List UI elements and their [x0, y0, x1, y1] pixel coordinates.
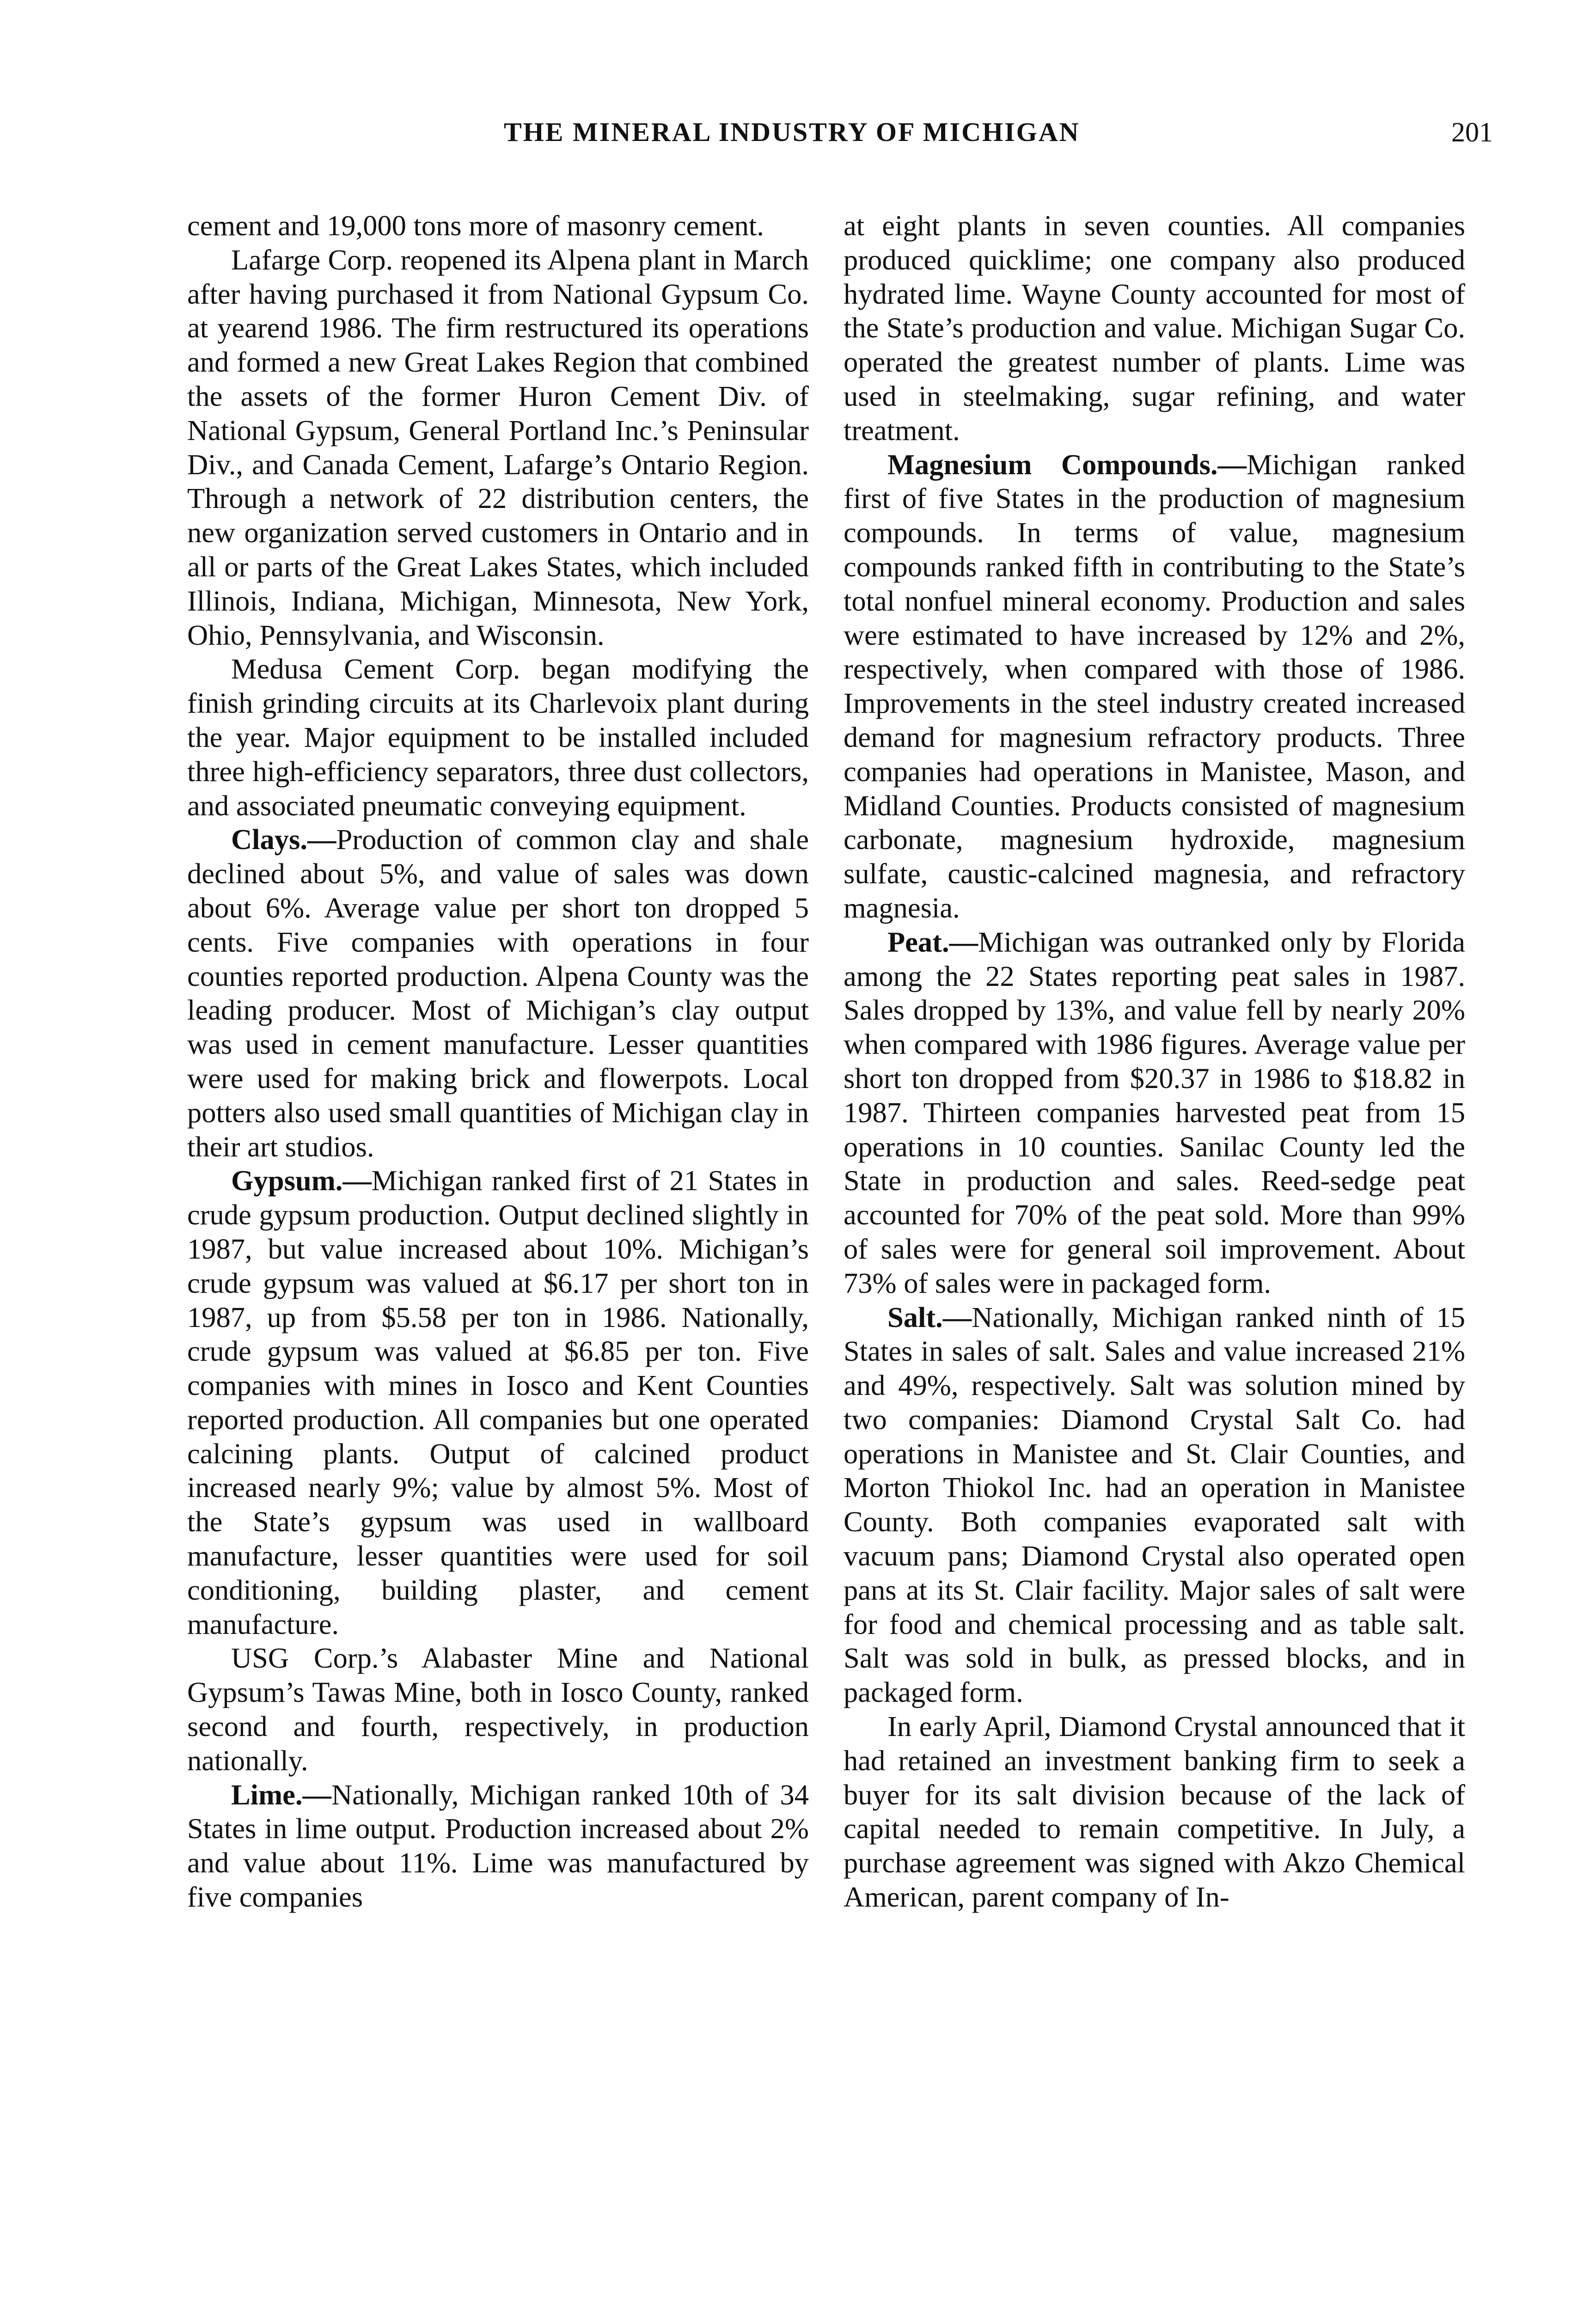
section-head-lime: Lime.—: [231, 1778, 331, 1811]
page-number: 201: [1451, 117, 1493, 147]
section-text-peat: Michigan was outranked only by Florida among the 22 States reporting peat sales in 1987. Sales dropped by 13%, and value fell by nearly 20% when compared with 1986 figures. Average value per short ton dropped from $20.37 in 1986 to $18.82 in 1987. Thirteen companies harvested peat from 15 operations in 10 counties. Sanilac County led the State in production and sales. Reed-sedge peat accounted for 70% of the peat sold. More than 99% of sales were for general soil improvement. About 73% of sales were in packaged form.: [844, 925, 1465, 1299]
section-head-salt: Salt.—: [887, 1301, 972, 1333]
paragraph-peat: [844, 925, 1465, 1301]
paragraph-gypsum: [187, 1164, 809, 1641]
running-header: [185, 116, 1525, 153]
left-column: [187, 209, 809, 1914]
paragraph-diamond-crystal: In early April, Diamond Crystal announced that it had retained an investment banking firm to seek a buyer for its salt division because of the lack of capital needed to remain competitive. In July, a purchase agreement was signed with Akzo Chemical American, parent company of In-: [844, 1710, 1465, 1914]
section-text-gypsum: Michigan ranked first of 21 States in crude gypsum production. Output declined slightly in 1987, but value increased about 10%. Michigan’s crude gypsum was valued at $6.17 per short ton in 1987, up from $5.58 per ton in 1986. Nationally, crude gypsum was valued at $6.85 per ton. Five companies with mines in Iosco and Kent Counties reported production. All companies but one operated calcining plants. Output of calcined product increased nearly 9%; value by almost 5%. Most of the State’s gypsum was used in wallboard manufacture, lesser quantities were used for soil conditioning, building plaster, and cement manufacture.: [187, 1164, 809, 1640]
paragraph-cement-continued: cement and 19,000 tons more of masonry cement.: [187, 209, 764, 242]
section-head-clays: Clays.—: [231, 823, 336, 856]
right-column: [844, 209, 1465, 1914]
running-title: THE MINERAL INDUSTRY OF MICHIGAN: [504, 117, 1080, 147]
section-head-gypsum: Gypsum.—: [231, 1164, 372, 1197]
section-head-magnesium: Magnesium Compounds.—: [887, 448, 1247, 481]
paragraph-clays: [187, 823, 809, 1164]
section-text-lime: Nationally, Michigan ranked 10th of 34 States in lime output. Production increased about 2% and value about 11%. Lime was manufactured by five companies: [187, 1778, 809, 1914]
paragraph-salt: [844, 1301, 1465, 1710]
paragraph-lime: [187, 1778, 809, 1914]
paragraph-lime-continued: at eight plants in seven counties. All companies produced quicklime; one company also produced hydrated lime. Wayne County accounted for most of the State’s production and value. Michigan Sugar Co. operated the greatest number of plants. Lime was used in steelmaking, sugar refining, and water treatment.: [844, 209, 1465, 446]
section-text-salt: Nationally, Michigan ranked ninth of 15 States in sales of salt. Sales and value increased 21% and 49%, respectively. Salt was solution mined by two companies: Diamond Crystal Salt Co. had operations in Manistee and St. Clair Counties, and Morton Thiokol Inc. had an operation in Manistee County. Both companies evaporated salt with vacuum pans; Diamond Crystal also operated open pans at its St. Clair facility. Major sales of salt were for food and chemical processing and as table salt. Salt was sold in bulk, as pressed blocks, and in packaged form.: [844, 1301, 1465, 1709]
paragraph-usg-mines: USG Corp.’s Alabaster Mine and National Gypsum’s Tawas Mine, both in Iosco County, ranked second and fourth, respectively, in production nationally.: [187, 1642, 809, 1777]
section-head-peat: Peat.—: [887, 925, 978, 958]
section-text-magnesium: Michigan ranked first of five States in the production of magnesium compounds. In terms of value, magnesium compounds ranked fifth in contributing to the State’s total nonfuel mineral economy. Production and sales were estimated to have increased by 12% and 2%, respectively, when compared with those of 1986. Improvements in the steel industry created increased demand for magnesium refractory products. Three companies had operations in Manistee, Mason, and Midland Counties. Products consisted of magnesium carbonate, magnesium hydroxide, magnesium sulfate, caustic-calcined magnesia, and refractory magnesia.: [844, 448, 1466, 924]
paragraph-lafarge: Lafarge Corp. reopened its Alpena plant in March after having purchased it from National Gypsum Co. at yearend 1986. The firm restructured its operations and formed a new Great Lakes Region that combined the assets of the former Huron Cement Div. of National Gypsum, General Portland Inc.’s Peninsular Div., and Canada Cement, Lafarge’s Ontario Region. Through a network of 22 distribution centers, the new organization served customers in Ontario and in all or parts of the Great Lakes States, which included Illinois, Indiana, Michigan, Minnesota, New York, Ohio, Pennsylvania, and Wisconsin.: [187, 243, 809, 651]
paragraph-magnesium: [844, 448, 1465, 925]
paragraph-medusa: Medusa Cement Corp. began modifying the finish grinding circuits at its Charlevoix plant during the year. Major equipment to be installed included three high-efficiency separators, three dust collectors, and associated pneumatic conveying equipment.: [187, 653, 809, 822]
section-text-clays: Production of common clay and shale declined about 5%, and value of sales was down about 6%. Average value per short ton dropped 5 cents. Five companies with operations in four counties reported production. Alpena County was the leading producer. Most of Michigan’s clay output was used in cement manufacture. Lesser quantities were used for making brick and flowerpots. Local potters also used small quantities of Michigan clay in their art studios.: [187, 823, 809, 1163]
